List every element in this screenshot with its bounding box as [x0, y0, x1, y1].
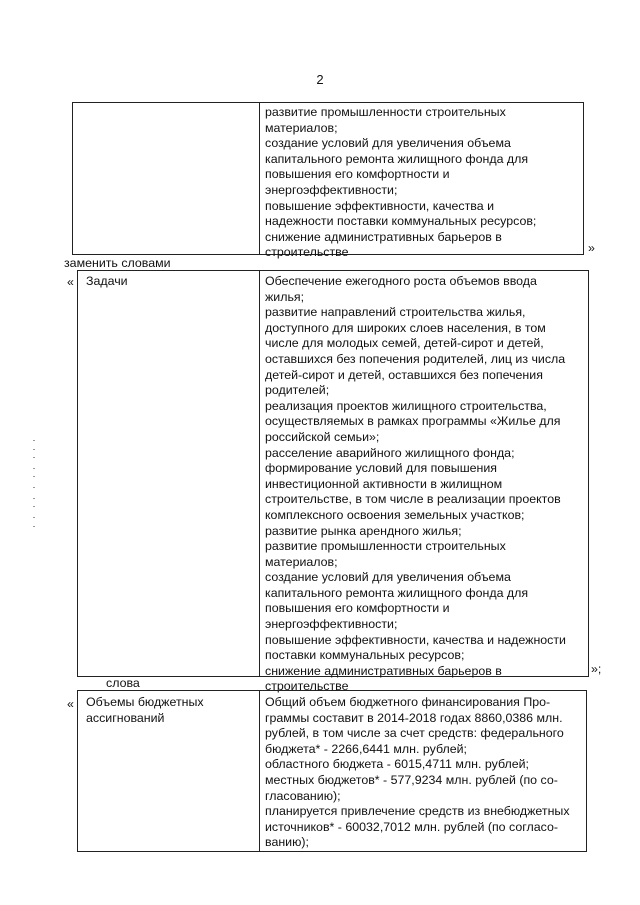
- text-line: развитие промышленности строительных: [265, 105, 506, 119]
- text-line: строительстве: [265, 245, 349, 260]
- text-line: гласованию);: [265, 788, 341, 803]
- text-line: областного бюджета - 6015,4711 млн. рублей;: [265, 757, 529, 772]
- text-line: капитального ремонта жилищного фонда для: [265, 585, 529, 600]
- column-divider: [259, 691, 260, 851]
- text-line: развитие промышленности строительных: [265, 539, 506, 554]
- text-line: энергоэффективности;: [265, 182, 398, 197]
- text-line: материалов;: [265, 120, 338, 135]
- text-line: числе для молодых семей, детей-сирот и детей,: [265, 336, 544, 351]
- text-line: надежности поставки коммунальных ресурсов;: [265, 214, 537, 229]
- text-line: создание условий для увеличения объема: [265, 570, 511, 585]
- page-number: 2: [316, 72, 324, 87]
- text-line: оставшихся без попечения родителей, лиц из числа: [265, 351, 566, 366]
- text-line: источников* - 60032,7012 млн. рублей (по согласо-: [265, 819, 558, 834]
- text-line: Объемы бюджетных: [86, 695, 204, 709]
- text-line: Обеспечение ежегодного роста объемов ввода: [265, 274, 537, 288]
- text-line: рублей, в том числе за счет средств: федерального: [265, 726, 564, 741]
- text-line: комплексного освоения земельных участков;: [265, 507, 525, 522]
- close-quote-1: »: [588, 241, 595, 255]
- open-quote-2: «: [67, 275, 74, 289]
- tasks-label: Задачи: [86, 274, 128, 288]
- text-line: повышение эффективности, качества и надежности: [265, 632, 566, 647]
- text-line: местных бюджетов* - 577,9234 млн. рублей (по со-: [265, 772, 558, 787]
- text-line: строительстве: [265, 679, 349, 694]
- instruction-replace: заменить словами: [64, 256, 171, 270]
- text-line: доступного для широких слоев населения, в том: [265, 320, 546, 335]
- table-budget: [77, 690, 587, 852]
- column-divider: [259, 271, 260, 676]
- table-continuation: [72, 102, 584, 260]
- text-line: Общий объем бюджетного финансирования Про-: [265, 695, 551, 709]
- text-line: ванию);: [265, 835, 309, 850]
- text-line: осуществляемых в рамках программы «Жилье для: [265, 414, 561, 429]
- scan-marks: [33, 440, 36, 530]
- text-line: реализация проектов жилищного строительства,: [265, 398, 547, 413]
- text-line: инвестиционной активности в жилищном: [265, 476, 503, 491]
- text-line: бюджета* - 2266,6441 млн. рублей;: [265, 741, 467, 756]
- text-line: повышения его комфортности и: [265, 601, 450, 616]
- budget-label: [86, 695, 256, 726]
- text-line: строительстве, в том числе в реализации проектов: [265, 492, 561, 507]
- text-line: детей-сирот и детей, оставшихся без попечения: [265, 367, 543, 382]
- column-divider: [259, 103, 260, 254]
- text-line: ассигнований: [86, 710, 165, 725]
- open-quote-3: «: [67, 697, 74, 711]
- text-line: создание условий для увеличения объема: [265, 136, 511, 151]
- instruction-words: слова: [106, 676, 140, 690]
- text-line: российской семьи»;: [265, 429, 380, 444]
- text-line: жилья;: [265, 289, 305, 304]
- text-line: граммы составит в 2014-2018 годах 8860,0386 млн.: [265, 710, 563, 725]
- budget-content: [265, 695, 583, 851]
- text-line: расселение аварийного жилищного фонда;: [265, 445, 515, 460]
- text-line: материалов;: [265, 554, 338, 569]
- text-line: повышения его комфортности и: [265, 167, 450, 182]
- close-quote-2: »;: [591, 662, 602, 676]
- table1-right-cell: [265, 105, 581, 261]
- text-line: формирование условий для повышения: [265, 461, 498, 476]
- text-line: энергоэффективности;: [265, 617, 398, 632]
- text-line: капитального ремонта жилищного фонда для: [265, 151, 529, 166]
- text-line: снижение административных барьеров в: [265, 229, 502, 244]
- text-line: поставки коммунальных ресурсов;: [265, 648, 465, 663]
- tasks-content: [265, 274, 587, 695]
- text-line: снижение административных барьеров в: [265, 663, 502, 678]
- text-line: планируется привлечение средств из внебюджетных: [265, 804, 570, 819]
- text-line: развитие направлений строительства жилья,: [265, 305, 526, 320]
- text-line: родителей;: [265, 383, 330, 398]
- text-line: развитие рынка арендного жилья;: [265, 523, 462, 538]
- text-line: повышение эффективности, качества и: [265, 198, 494, 213]
